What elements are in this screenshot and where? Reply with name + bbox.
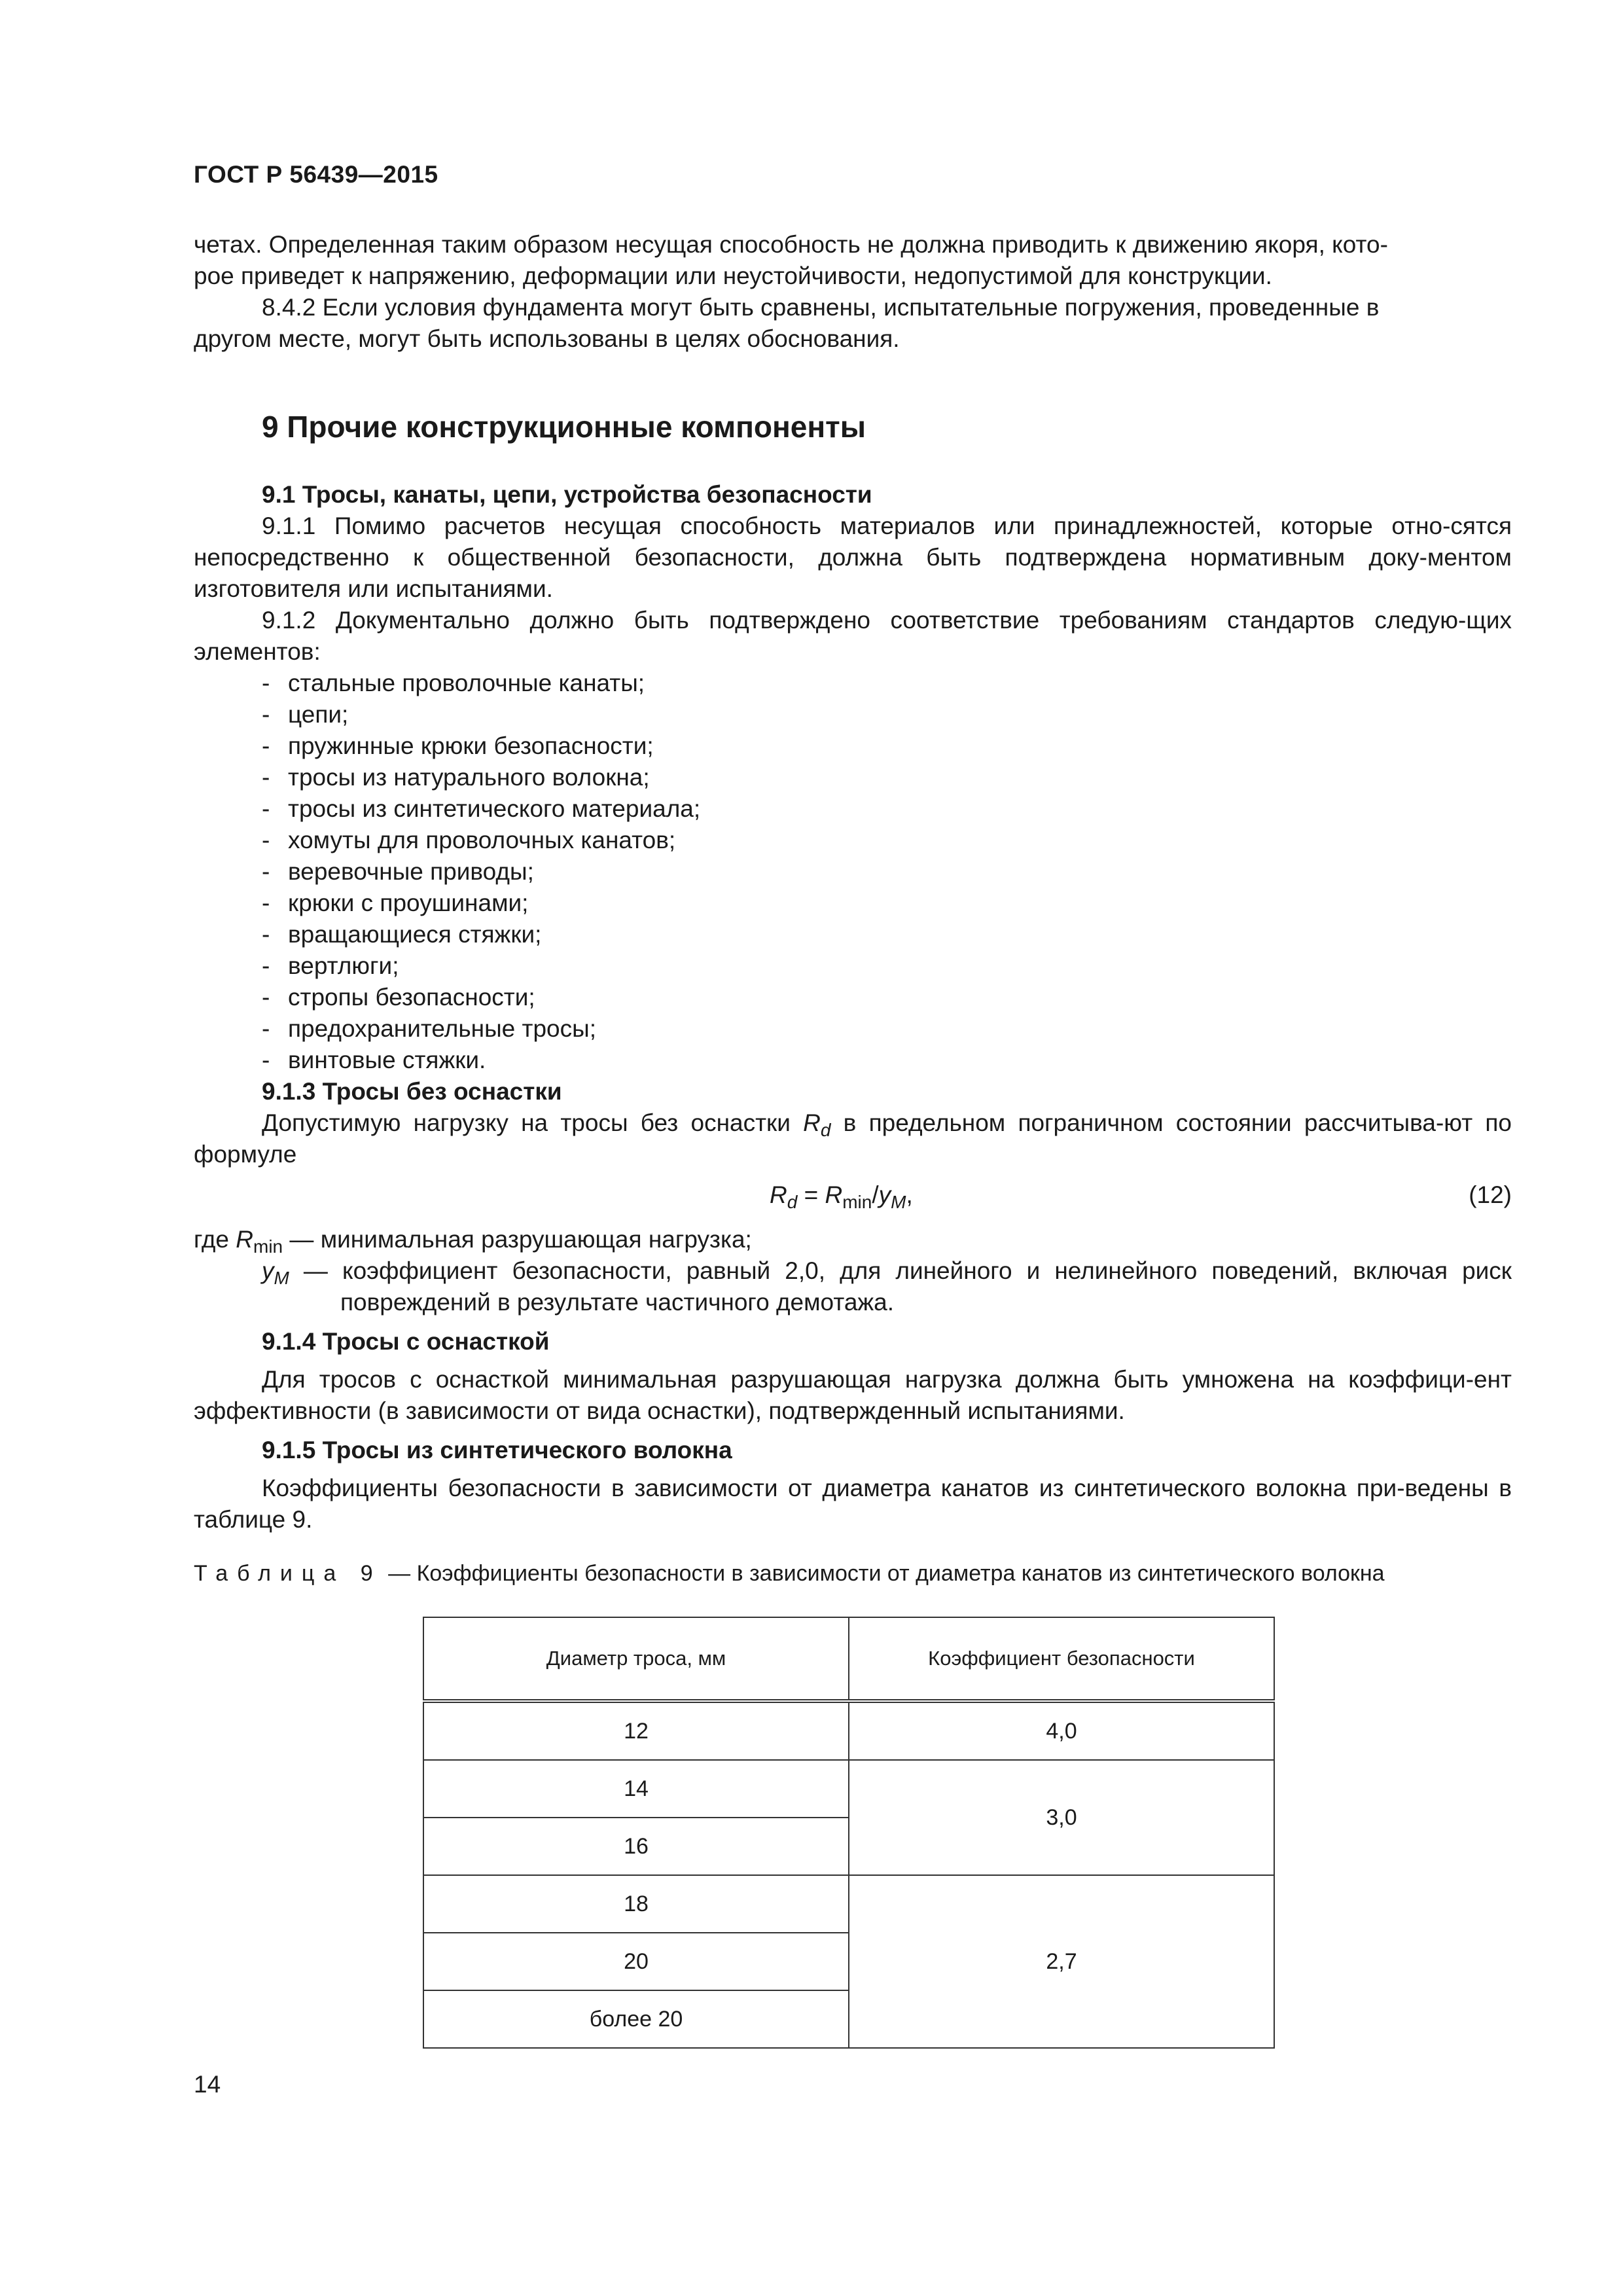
list-item (262, 793, 1512, 825)
page-number: 14 (194, 2071, 221, 2098)
where-variable-sub: min (253, 1236, 283, 1257)
where-definition-1 (194, 1224, 1512, 1255)
where-definition-2 (262, 1255, 1512, 1318)
paragraph-line: другом месте, могут быть использованы в целях обоснования. (194, 325, 900, 352)
subsection-9-1-title: 9.1 Тросы, канаты, цепи, устройства безопасности (262, 481, 872, 508)
table-9-caption (194, 1559, 1512, 1588)
subsection-9-1-4-title: 9.1.4 Тросы с оснасткой (262, 1328, 550, 1355)
list-item (262, 699, 1512, 730)
formula-gamma: y (878, 1181, 891, 1208)
coefficient-cell: 2,7 (849, 1875, 1274, 2048)
where-prefix: где (194, 1226, 236, 1253)
list-item-text: стальные проволочные канаты; (288, 670, 645, 696)
paragraph-9-1-1: 9.1.1 Помимо расчетов несущая способность материалов или принадлежностей, которые отно-сятся непосредственно к общественной безопасности, должна быть подтверждена нормативным доку-ментом изготовителя или испытаниями. (194, 512, 1512, 602)
list-item (262, 825, 1512, 856)
list-item (262, 730, 1512, 762)
dash-marker: - (262, 764, 270, 791)
list-item-text: стропы безопасности; (288, 984, 535, 1011)
equation-number: (12) (1469, 1181, 1512, 1208)
paragraph-9-1-4: Для тросов с оснасткой минимальная разрушающая нагрузка должна быть умножена на коэффици-ент эффективности (в зависимости от вида оснастки), подтвержденный испытаниями. (194, 1366, 1512, 1424)
paragraph-continuation (194, 229, 1512, 292)
dash-marker: - (262, 1047, 270, 1073)
column-header-coefficient: Коэффициент безопасности (849, 1617, 1274, 1701)
list-item-text: хомуты для проволочных канатов; (288, 827, 676, 853)
dash-marker: - (262, 1015, 270, 1042)
list-item (262, 1013, 1512, 1045)
table-row (423, 1760, 1274, 1818)
dash-marker: - (262, 670, 270, 696)
list-item-text: тросы из синтетического материала; (288, 795, 701, 822)
diameter-cell: 20 (423, 1933, 849, 1990)
list-item (262, 1045, 1512, 1076)
formula-rhs: R (825, 1181, 843, 1208)
where-variable: y (262, 1257, 274, 1284)
formula-lhs-sub: d (787, 1192, 798, 1212)
where-text: — коэффициент безопасности, равный 2,0, для линейного и нелинейного поведений, включая риск повреждений в результате частичного демотажа. (289, 1257, 1512, 1316)
paragraph-9-1-5: Коэффициенты безопасности в зависимости от диаметра канатов из синтетического волокна при-ведены в таблице 9. (194, 1475, 1512, 1533)
dash-marker: - (262, 889, 270, 916)
diameter-cell: 18 (423, 1875, 849, 1933)
where-variable: R (236, 1226, 254, 1253)
list-item (262, 668, 1512, 699)
formula-slash: / (872, 1181, 879, 1208)
dash-marker: - (262, 858, 270, 885)
subsection-9-1-5-title: 9.1.5 Тросы из синтетического волокна (262, 1437, 732, 1463)
list-item (262, 888, 1512, 919)
paragraph-8-4-2 (194, 292, 1512, 355)
dash-marker: - (262, 827, 270, 853)
list-item-text: крюки с проушинами; (288, 889, 529, 916)
dash-marker: - (262, 921, 270, 948)
dash-marker: - (262, 984, 270, 1011)
page-content (194, 229, 1512, 1588)
paragraph-text: Допустимую нагрузку на тросы без оснастки (262, 1109, 804, 1136)
diameter-cell: более 20 (423, 1990, 849, 2048)
formula-12 (194, 1179, 1512, 1219)
list-item-text: цепи; (288, 701, 349, 728)
paragraph-text: в предельном пограничном состоянии рассчитыва-ют по формуле (194, 1109, 1512, 1168)
dash-marker: - (262, 732, 270, 759)
elements-list (194, 668, 1512, 1076)
paragraph-line: 8.4.2 Если условия фундамента могут быть сравнены, испытательные погружения, проведенные в (262, 294, 1380, 321)
coefficient-cell: 4,0 (849, 1701, 1274, 1760)
list-item-text: пружинные крюки безопасности; (288, 732, 654, 759)
where-variable-sub: M (274, 1268, 289, 1288)
paragraph-line: рое приведет к напряжению, деформации или неустойчивости, недопустимой для конструкции. (194, 262, 1272, 289)
where-text: — минимальная разрушающая нагрузка; (283, 1226, 752, 1253)
formula-comma: , (906, 1181, 913, 1208)
table-caption-label: Таблица 9 (194, 1561, 382, 1586)
list-item-text: вертлюги; (288, 952, 399, 979)
diameter-cell: 16 (423, 1818, 849, 1875)
diameter-cell: 12 (423, 1701, 849, 1760)
section-9-title: 9 Прочие конструкционные компоненты (262, 410, 866, 444)
table-caption-text: — Коэффициенты безопасности в зависимости от диаметра канатов из синтетического волокна (382, 1561, 1385, 1586)
list-item (262, 762, 1512, 793)
standard-header: ГОСТ Р 56439—2015 (194, 161, 438, 188)
paragraph-9-1-3 (194, 1107, 1512, 1170)
formula-lhs: R (770, 1181, 787, 1208)
list-item (262, 982, 1512, 1013)
dash-marker: - (262, 795, 270, 822)
list-item (262, 950, 1512, 982)
list-item-text: тросы из натурального волокна; (288, 764, 650, 791)
table-row (423, 1701, 1274, 1760)
table-header-row (423, 1617, 1274, 1701)
formula-expression (770, 1179, 913, 1211)
table-9 (423, 1617, 1275, 2049)
variable-r: R (803, 1109, 821, 1136)
diameter-cell: 14 (423, 1760, 849, 1818)
list-item (262, 856, 1512, 888)
coefficient-cell: 3,0 (849, 1760, 1274, 1875)
table-row (423, 1875, 1274, 1933)
dash-marker: - (262, 952, 270, 979)
subscript-d: d (820, 1120, 831, 1140)
list-item-text: веревочные приводы; (288, 858, 534, 885)
paragraph-line: четах. Определенная таким образом несущая способность не должна приводить к движению якоря, кото- (194, 231, 1388, 258)
list-item-text: предохранительные тросы; (288, 1015, 596, 1042)
formula-equals: = (797, 1181, 825, 1208)
subsection-9-1-3-title: 9.1.3 Тросы без оснастки (262, 1078, 562, 1105)
dash-marker: - (262, 701, 270, 728)
paragraph-9-1-2: 9.1.2 Документально должно быть подтверждено соответствие требованиям стандартов следую-щих элементов: (194, 607, 1512, 665)
formula-rhs-sub: min (842, 1192, 872, 1212)
column-header-diameter: Диаметр троса, мм (423, 1617, 849, 1701)
list-item (262, 919, 1512, 950)
formula-gamma-sub: M (891, 1192, 906, 1212)
list-item-text: вращающиеся стяжки; (288, 921, 542, 948)
list-item-text: винтовые стяжки. (288, 1047, 486, 1073)
